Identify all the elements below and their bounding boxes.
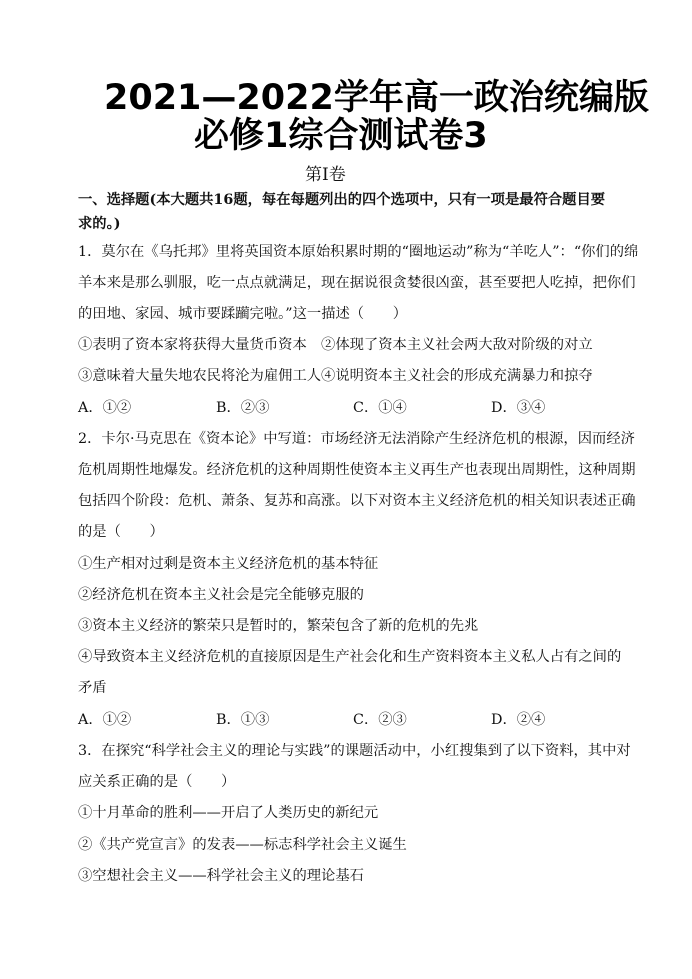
- q2-choice-d: D．②④: [491, 712, 546, 728]
- q2-item-line-3: ③资本主义经济的繁荣只是暂时的，繁荣包含了新的危机的先兆: [78, 618, 479, 634]
- q1-stem-line-1: 1．莫尔在《乌托邦》里将英国资本原始积累时期的“圈地运动”称为“羊吃人”：“你们的绵: [78, 244, 639, 260]
- q2-choice-b: B．①③: [216, 712, 270, 728]
- q2-item-line-4: ④导致资本主义经济危机的直接原因是生产社会化和生产资料资本主义私人占有之间的: [78, 649, 622, 665]
- q2-item-line-1: ①生产相对过剩是资本主义经济危机的基本特征: [78, 556, 379, 572]
- q3-stem-line-1: 3．在探究“科学社会主义的理论与实践”的课题活动中，小红搜集到了以下资料，其中对: [78, 743, 631, 759]
- q2-stem-line-2: 危机周期性地爆发。经济危机的这种周期性使资本主义再生产也表现出周期性，这种周期: [78, 462, 636, 478]
- q2-choice-a: A．①②: [78, 712, 132, 728]
- q2-item-line-5: 矛盾: [78, 680, 107, 696]
- q2-stem-line-4: 的是（ ）: [78, 524, 164, 540]
- q3-item-line-1: ①十月革命的胜利——开启了人类历史的新纪元: [78, 805, 379, 821]
- q2-stem-line-1: 2．卡尔·马克思在《资本论》中写道：市场经济无法消除产生经济危机的根源，因而经济: [78, 431, 635, 447]
- q1-item-line-1: ①表明了资本家将获得大量货币资本 ②体现了资本主义社会两大敌对阶级的对立: [78, 337, 593, 353]
- volume-label: 第Ⅰ卷: [305, 165, 346, 185]
- q3-item-line-3: ③空想社会主义——科学社会主义的理论基石: [78, 868, 364, 884]
- q1-stem-line-2: 羊本来是那么驯服，吃一点点就满足，现在据说很贪婪很凶蛮，甚至要把人吃掉，把你们: [78, 275, 636, 291]
- q1-item-line-2: ③意味着大量失地农民将沦为雇佣工人④说明资本主义社会的形成充满暴力和掠夺: [78, 368, 593, 384]
- q1-choice-c: C．①④: [353, 400, 407, 416]
- q3-stem-line-2: 应关系正确的是（ ）: [78, 774, 236, 790]
- q1-choice-a: A．①②: [78, 400, 132, 416]
- q1-choice-b: B．②③: [216, 400, 270, 416]
- document-title-line-1: 2021—2022学年高一政治统编版: [104, 78, 649, 118]
- q1-choice-d: D．③④: [491, 400, 546, 416]
- q1-stem-line-3: 的田地、家园、城市要蹂躏完啦。”这一描述（ ）: [78, 306, 407, 322]
- q3-item-line-2: ②《共产党宣言》的发表——标志科学社会主义诞生: [78, 837, 407, 853]
- q2-item-line-2: ②经济危机在资本主义社会是完全能够克服的: [78, 587, 364, 603]
- document-title-line-2: 必修1综合测试卷3: [194, 116, 488, 156]
- q2-choice-c: C．②③: [353, 712, 407, 728]
- section-heading: 一、选择题(本大题共16题，每在每题列出的四个选项中，只有一项是最符合题目要求的。): [78, 192, 606, 232]
- q2-stem-line-3: 包括四个阶段：危机、萧条、复苏和高涨。以下对资本主义经济危机的相关知识表述正确: [78, 493, 636, 509]
